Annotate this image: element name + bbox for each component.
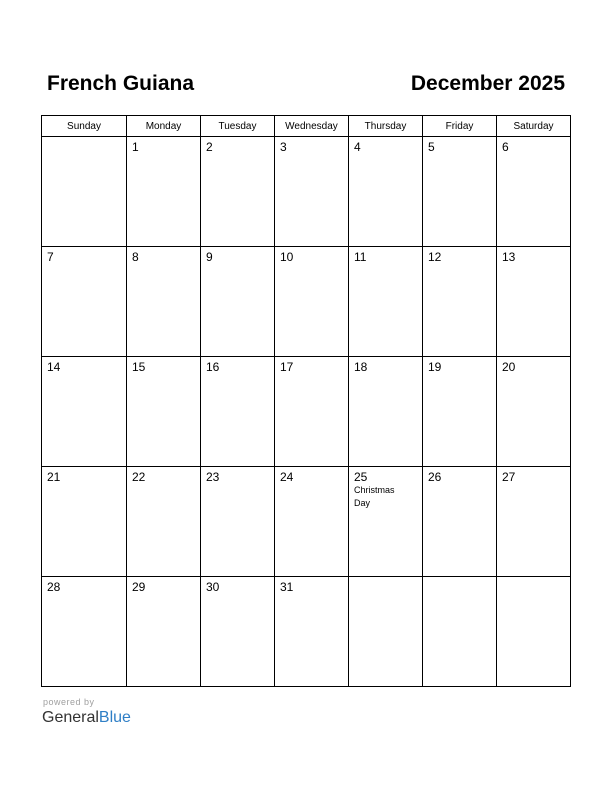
day-number: 12	[428, 250, 442, 264]
day-cell	[349, 357, 423, 467]
day-number: 25	[354, 470, 368, 484]
day-number: 8	[132, 250, 139, 264]
day-cell	[423, 137, 497, 247]
day-cell	[497, 577, 571, 687]
day-number: 28	[47, 580, 61, 594]
generalblue-logo[interactable]	[42, 708, 131, 728]
day-cell	[201, 247, 275, 357]
day-number: 13	[502, 250, 516, 264]
day-number: 9	[206, 250, 213, 264]
weekday-header: Saturday	[497, 116, 571, 137]
day-cell	[275, 357, 349, 467]
day-cell	[42, 577, 127, 687]
day-cell-holiday	[349, 467, 423, 577]
day-cell	[497, 467, 571, 577]
day-cell	[42, 467, 127, 577]
day-number: 10	[280, 250, 294, 264]
week-row	[42, 467, 571, 577]
day-cell	[201, 137, 275, 247]
weekday-header: Friday	[423, 116, 497, 137]
day-number: 24	[280, 470, 294, 484]
day-cell	[423, 577, 497, 687]
day-number: 3	[280, 140, 287, 154]
day-cell	[497, 137, 571, 247]
day-number: 29	[132, 580, 146, 594]
calendar-grid	[41, 115, 571, 687]
day-cell	[201, 357, 275, 467]
day-number: 7	[47, 250, 54, 264]
day-cell	[42, 137, 127, 247]
week-row	[42, 357, 571, 467]
day-cell	[497, 357, 571, 467]
day-cell	[349, 137, 423, 247]
weekday-header: Tuesday	[201, 116, 275, 137]
day-cell	[275, 467, 349, 577]
day-cell	[42, 247, 127, 357]
powered-by-label: powered by	[43, 697, 95, 707]
day-number: 4	[354, 140, 361, 154]
day-cell	[127, 137, 201, 247]
weekday-header-row	[42, 116, 571, 137]
weekday-header: Monday	[127, 116, 201, 137]
day-number: 20	[502, 360, 516, 374]
day-number: 19	[428, 360, 442, 374]
week-row	[42, 247, 571, 357]
day-cell	[423, 247, 497, 357]
day-cell	[127, 247, 201, 357]
day-cell	[201, 467, 275, 577]
day-cell	[201, 577, 275, 687]
day-number: 2	[206, 140, 213, 154]
day-cell	[127, 577, 201, 687]
day-number: 14	[47, 360, 61, 374]
brand-general-text: General	[42, 709, 99, 726]
day-number	[42, 137, 126, 140]
day-number: 6	[502, 140, 509, 154]
day-number: 1	[132, 140, 139, 154]
brand-blue-text: Blue	[98, 709, 131, 726]
day-number: 30	[206, 580, 220, 594]
day-number: 22	[132, 470, 146, 484]
day-number	[349, 577, 422, 580]
week-row	[42, 577, 571, 687]
holiday-label: Christmas Day	[354, 485, 395, 508]
day-number: 18	[354, 360, 368, 374]
day-cell	[423, 467, 497, 577]
day-number	[423, 577, 496, 580]
day-cell	[275, 247, 349, 357]
day-cell	[127, 357, 201, 467]
day-cell	[497, 247, 571, 357]
day-cell	[275, 577, 349, 687]
day-number: 17	[280, 360, 294, 374]
country-title: French Guiana	[47, 72, 195, 95]
weekday-header: Wednesday	[275, 116, 349, 137]
day-number: 31	[280, 580, 294, 594]
day-cell	[423, 357, 497, 467]
week-row	[42, 137, 571, 247]
day-number	[497, 577, 570, 580]
day-cell	[349, 577, 423, 687]
day-number: 26	[428, 470, 442, 484]
weekday-header: Thursday	[349, 116, 423, 137]
day-cell	[275, 137, 349, 247]
day-number: 23	[206, 470, 220, 484]
day-cell	[127, 467, 201, 577]
day-number: 21	[47, 470, 61, 484]
day-number: 11	[354, 250, 367, 264]
day-number: 5	[428, 140, 435, 154]
day-number: 16	[206, 360, 220, 374]
day-cell	[42, 357, 127, 467]
weekday-header: Sunday	[42, 116, 127, 137]
day-number: 27	[502, 470, 516, 484]
month-title: December 2025	[410, 72, 565, 95]
day-number: 15	[132, 360, 146, 374]
day-cell	[349, 247, 423, 357]
